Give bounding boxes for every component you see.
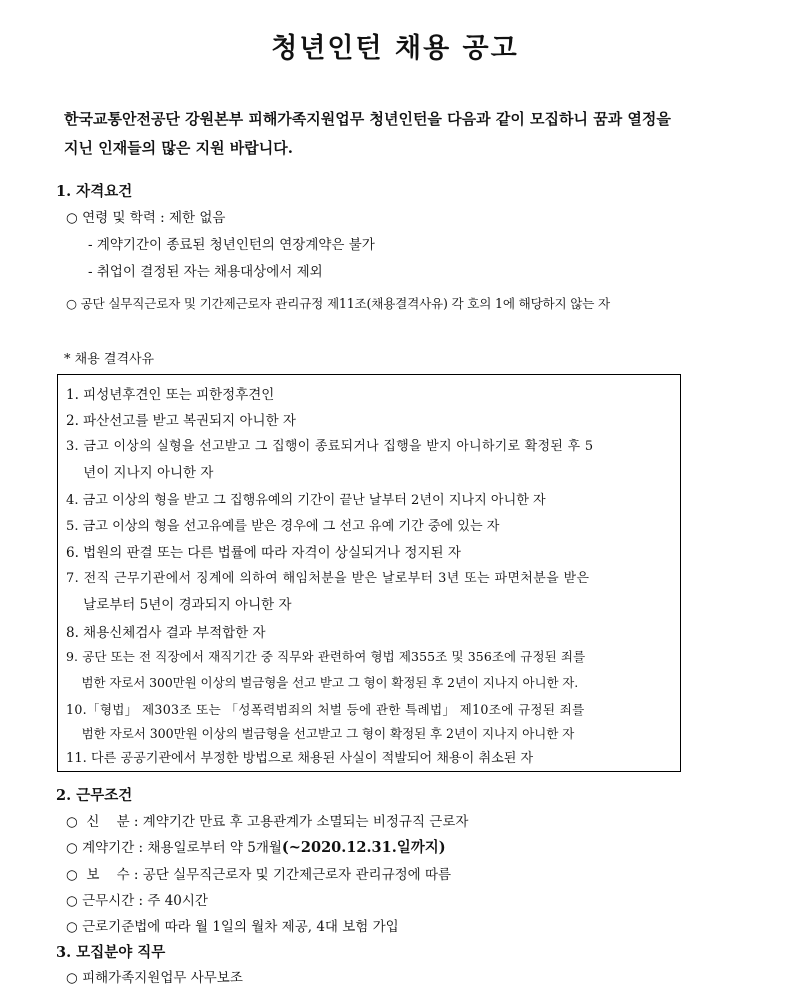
- qualification-subitem: - 취업이 결정된 자는 채용대상에서 제외: [88, 264, 323, 280]
- section-heading-duties: 3. 모집분야 직무: [56, 944, 166, 961]
- disqualification-item: 8. 채용신체검사 결과 부적합한 자: [66, 625, 266, 641]
- duty-item: ○ 피해가족지원업무 사무보조: [66, 970, 243, 986]
- qualification-item: ○ 연령 및 학력 : 제한 없음: [66, 210, 226, 226]
- page-title: 청년인턴 채용 공고: [271, 33, 519, 64]
- disqualification-item: 2. 파산선고를 받고 복권되지 아니한 자: [66, 413, 296, 429]
- contract-end-date: (~2020.12.31.일까지): [281, 839, 446, 856]
- disqualification-item: 범한 자로서 300만원 이상의 벌금형을 선고받고 그 형이 확정된 후 2년이 지나지 아니한 자: [66, 726, 575, 741]
- condition-item: ○ 근무시간 : 주 40시간: [66, 893, 208, 909]
- disqualification-item: 1. 피성년후견인 또는 피한정후견인: [66, 387, 275, 403]
- disqualification-item: 6. 법원의 판결 또는 다른 법률에 따라 자격이 상실되거나 정지된 자: [66, 545, 461, 561]
- qualification-item: ○ 공단 실무직근로자 및 기간제근로자 관리규정 제11조(채용결격사유) 각 호의 1에 해당하지 않는 자: [66, 296, 610, 311]
- disqualification-item: 9. 공단 또는 전 직장에서 재직기간 중 직무와 관련하여 형법 제355조 및 356조에 규정된 죄를: [66, 649, 586, 664]
- condition-item-contract: [66, 836, 446, 857]
- intro-line-1: 한국교통안전공단 강원본부 피해가족지원업무 청년인턴을 다음과 같이 모집하니 꿈과 열정을: [64, 110, 671, 128]
- disqualification-item: 3. 금고 이상의 실형을 선고받고 그 집행이 종료되거나 집행을 받지 아니하기로 확정된 후 5: [66, 439, 594, 454]
- disqualification-note: * 채용 결격사유: [64, 352, 155, 367]
- disqualification-box: [57, 374, 681, 772]
- condition-item: ○ 근로기준법에 따라 월 1일의 월차 제공, 4대 보험 가입: [66, 919, 399, 935]
- disqualification-item: 11. 다른 공공기관에서 부정한 방법으로 채용된 사실이 적발되어 채용이 취소된 자: [66, 751, 534, 766]
- condition-item: ○ 신 분 : 계약기간 만료 후 고용관계가 소멸되는 비정규직 근로자: [66, 814, 469, 830]
- disqualification-item: 범한 자로서 300만원 이상의 벌금형을 선고 받고 그 형이 확정된 후 2년이 지나지 아니한 자.: [66, 675, 579, 690]
- disqualification-item: 5. 금고 이상의 형을 선고유예를 받은 경우에 그 선고 유예 기간 중에 있는 자: [66, 519, 500, 534]
- contract-period-label: ○ 계약기간 : 채용일로부터 약 5개월: [66, 840, 282, 856]
- disqualification-item: 10.「형법」 제303조 또는 「성폭력범죄의 처벌 등에 관한 특례법」 제10조에 규정된 죄를: [66, 702, 585, 717]
- disqualification-item: 년이 지나지 아니한 자: [66, 465, 214, 481]
- qualification-subitem: - 계약기간이 종료된 청년인턴의 연장계약은 불가: [88, 237, 375, 253]
- condition-item: ○ 보 수 : 공단 실무직근로자 및 기간제근로자 관리규정에 따름: [66, 867, 452, 883]
- section-heading-qualifications: 1. 자격요건: [56, 183, 133, 200]
- section-heading-conditions: 2. 근무조건: [56, 787, 133, 804]
- intro-line-2: 지닌 인재들의 많은 지원 바랍니다.: [64, 139, 293, 157]
- disqualification-item: 7. 전직 근무기관에서 징계에 의하여 해임처분을 받은 날로부터 3년 또는 파면처분을 받은: [66, 571, 590, 586]
- disqualification-item: 날로부터 5년이 경과되지 아니한 자: [66, 597, 292, 613]
- disqualification-item: 4. 금고 이상의 형을 받고 그 집행유예의 기간이 끝난 날부터 2년이 지나지 아니한 자: [66, 493, 546, 508]
